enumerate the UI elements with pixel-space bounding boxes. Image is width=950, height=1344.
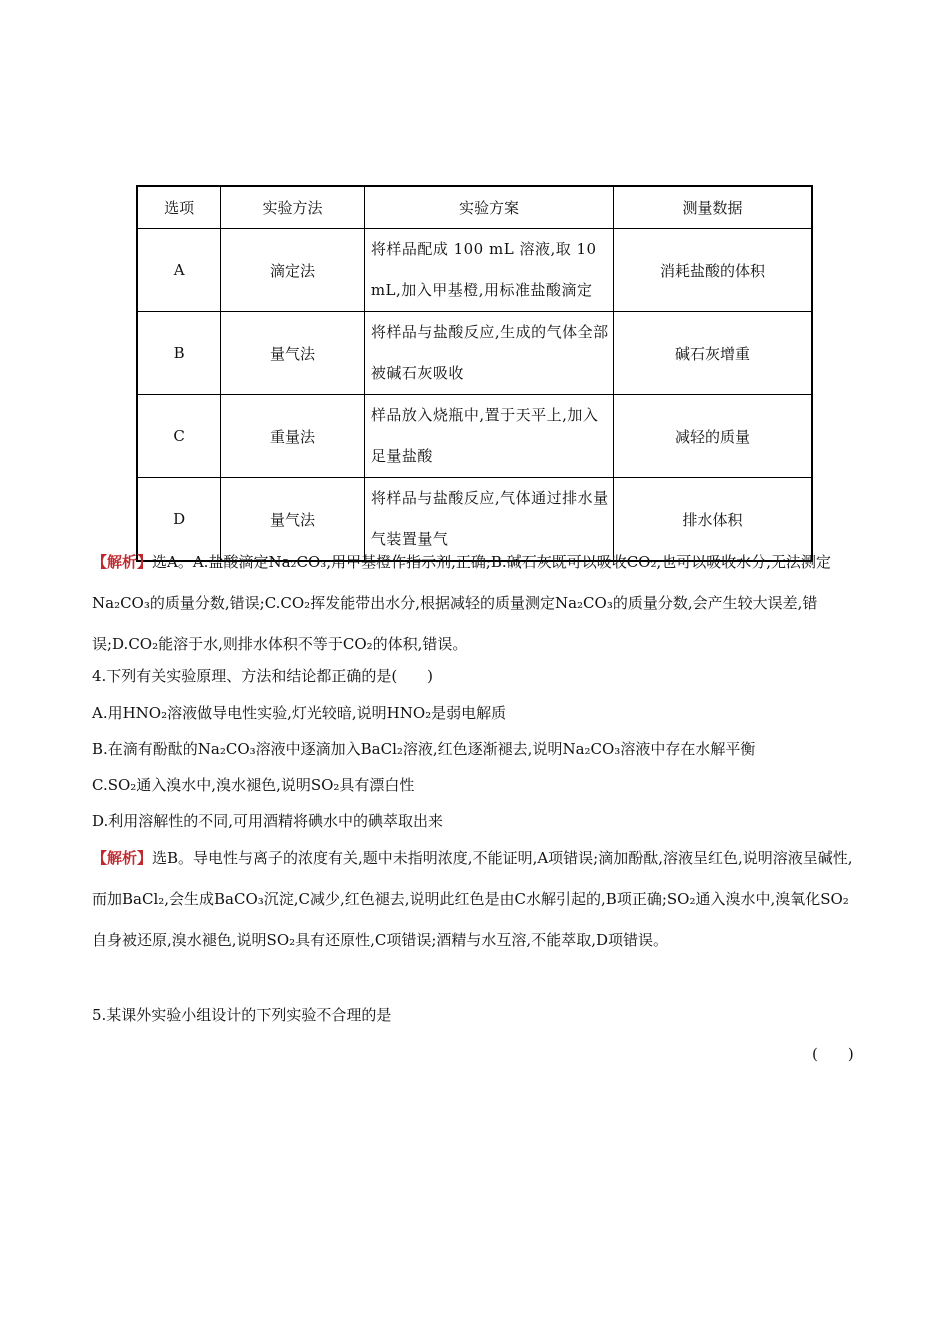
table-header-row xyxy=(137,186,812,229)
analysis-q3 xyxy=(92,542,862,665)
question-5-stem: 5.某课外实验小组设计的下列实验不合理的是 xyxy=(92,1006,392,1024)
cell-data: 消耗盐酸的体积 xyxy=(614,229,812,312)
cell-option: A xyxy=(137,229,221,312)
table-row xyxy=(137,312,812,395)
cell-plan: 将样品与盐酸反应,生成的气体全部被碱石灰吸收 xyxy=(364,312,613,395)
cell-plan: 将样品与盐酸反应,气体通过排水量气装置量气 xyxy=(364,478,613,562)
table-row xyxy=(137,229,812,312)
experiment-table xyxy=(136,185,813,562)
cell-data: 减轻的质量 xyxy=(614,395,812,478)
question-4-stem: 4.下列有关实验原理、方法和结论都正确的是( ) xyxy=(92,667,434,685)
question-4-option-b: B.在滴有酚酞的Na₂CO₃溶液中逐滴加入BaCl₂溶液,红色逐渐褪去,说明Na₂CO₃溶液中存在水解平衡 xyxy=(92,740,756,758)
analysis-tag: 【解析】 xyxy=(92,849,153,867)
analysis-tag: 【解析】 xyxy=(92,553,153,571)
header-method: 实验方法 xyxy=(221,186,365,229)
table-row xyxy=(137,395,812,478)
question-4-option-d: D.利用溶解性的不同,可用酒精将碘水中的碘萃取出来 xyxy=(92,812,444,830)
question-4-option-a: A.用HNO₂溶液做导电性实验,灯光较暗,说明HNO₂是弱电解质 xyxy=(92,704,507,722)
answer-parenthesis: ( ) xyxy=(812,1045,854,1063)
cell-plan: 将样品配成 100 mL 溶液,取 10 mL,加入甲基橙,用标准盐酸滴定 xyxy=(364,229,613,312)
analysis-text: 选A。A.盐酸滴定Na₂CO₃,用甲基橙作指示剂,正确;B.碱石灰既可以吸收CO₂,也可以吸收水分,无法测定Na₂CO₃的质量分数,错误;C.CO₂挥发能带出水分,根据减轻的质量测定Na₂CO₃的质量分数,会产生较大误差,错误;D.CO₂能溶于水,则排水体积不等于CO₂的体积,错误。 xyxy=(92,553,832,653)
cell-data: 排水体积 xyxy=(614,478,812,562)
analysis-text: 选B。导电性与离子的浓度有关,题中未指明浓度,不能证明,A项错误;滴加酚酞,溶液呈红色,说明溶液呈碱性,而加BaCl₂,会生成BaCO₃沉淀,C减少,红色褪去,说明此红色是由C水解引起的,B项正确;SO₂通入溴水中,溴氧化SO₂自身被还原,溴水褪色,说明SO₂具有还原性,C项错误;酒精与水互溶,不能萃取,D项错误。 xyxy=(92,849,853,949)
cell-option: D xyxy=(137,478,221,562)
cell-option: C xyxy=(137,395,221,478)
header-data: 测量数据 xyxy=(614,186,812,229)
analysis-q4 xyxy=(92,838,862,961)
cell-method: 量气法 xyxy=(221,478,365,562)
header-plan: 实验方案 xyxy=(364,186,613,229)
cell-option: B xyxy=(137,312,221,395)
cell-data: 碱石灰增重 xyxy=(614,312,812,395)
cell-method: 滴定法 xyxy=(221,229,365,312)
cell-plan: 样品放入烧瓶中,置于天平上,加入足量盐酸 xyxy=(364,395,613,478)
cell-method: 量气法 xyxy=(221,312,365,395)
question-4-option-c: C.SO₂通入溴水中,溴水褪色,说明SO₂具有漂白性 xyxy=(92,776,415,794)
header-option: 选项 xyxy=(137,186,221,229)
cell-method: 重量法 xyxy=(221,395,365,478)
